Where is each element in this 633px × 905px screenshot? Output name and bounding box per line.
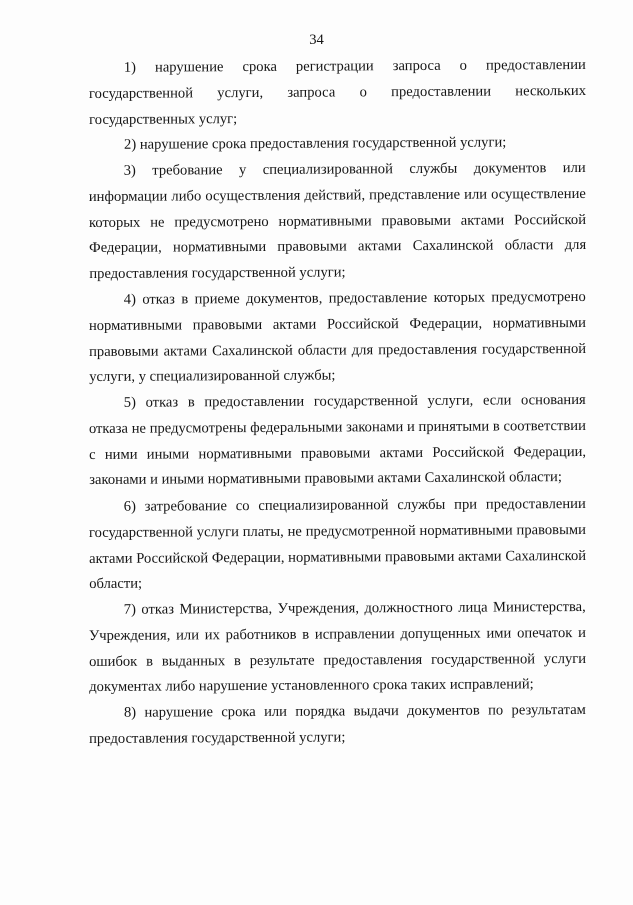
list-item-3: 3) требование у специализированной службы документов или информации либо осуществления действий, представление или осуществление которых не предусмотрено нормативными правовыми актами Российской Федерации, нормативными правовыми актами Сахалинской области для предоставления государственной услуги; <box>88 160 587 283</box>
list-item-6: 6) затребование со специализированной службы при предоставлении государственной услуги платы, не предусмотренной нормативными правовыми актами Российской Федерации, нормативными правовыми актами Сахалинской области; <box>88 495 587 592</box>
list-item-5: 5) отказ в предоставлении государственной услуги, если основания отказа не предусмотрены федеральными законами и принятыми в соответствии с ними иными нормативными правовыми актами Российской Федерации, законами и иными нормативными правовыми актами Сахалинской области; <box>88 392 587 489</box>
list-item-1: 1) нарушение срока регистрации запроса о предоставлении государственной услуги, запроса о предоставлении нескольких государственных услуг; <box>88 56 587 128</box>
list-item-4: 4) отказ в приеме документов, предоставление которых предусмотрено нормативными правовыми актами Российской Федерации, нормативными правовыми актами Сахалинской области для предоставления государственной услуги, у специализированной службы; <box>88 289 587 386</box>
document-body <box>89 56 586 753</box>
list-item-8: 8) нарушение срока или порядка выдачи документов по результатам предоставления государственной услуги; <box>89 701 586 747</box>
list-item-7: 7) отказ Министерства, Учреждения, должностного лица Министерства, Учреждения, или их работников в исправлении допущенных ими опечаток и ошибок в выданных в результате предоставления государственной услуги документах либо нарушение установленного срока таких исправлений; <box>88 598 587 696</box>
page-number: 34 <box>309 32 324 48</box>
list-item-2: 2) нарушение срока предоставления государственной услуги; <box>123 134 507 154</box>
